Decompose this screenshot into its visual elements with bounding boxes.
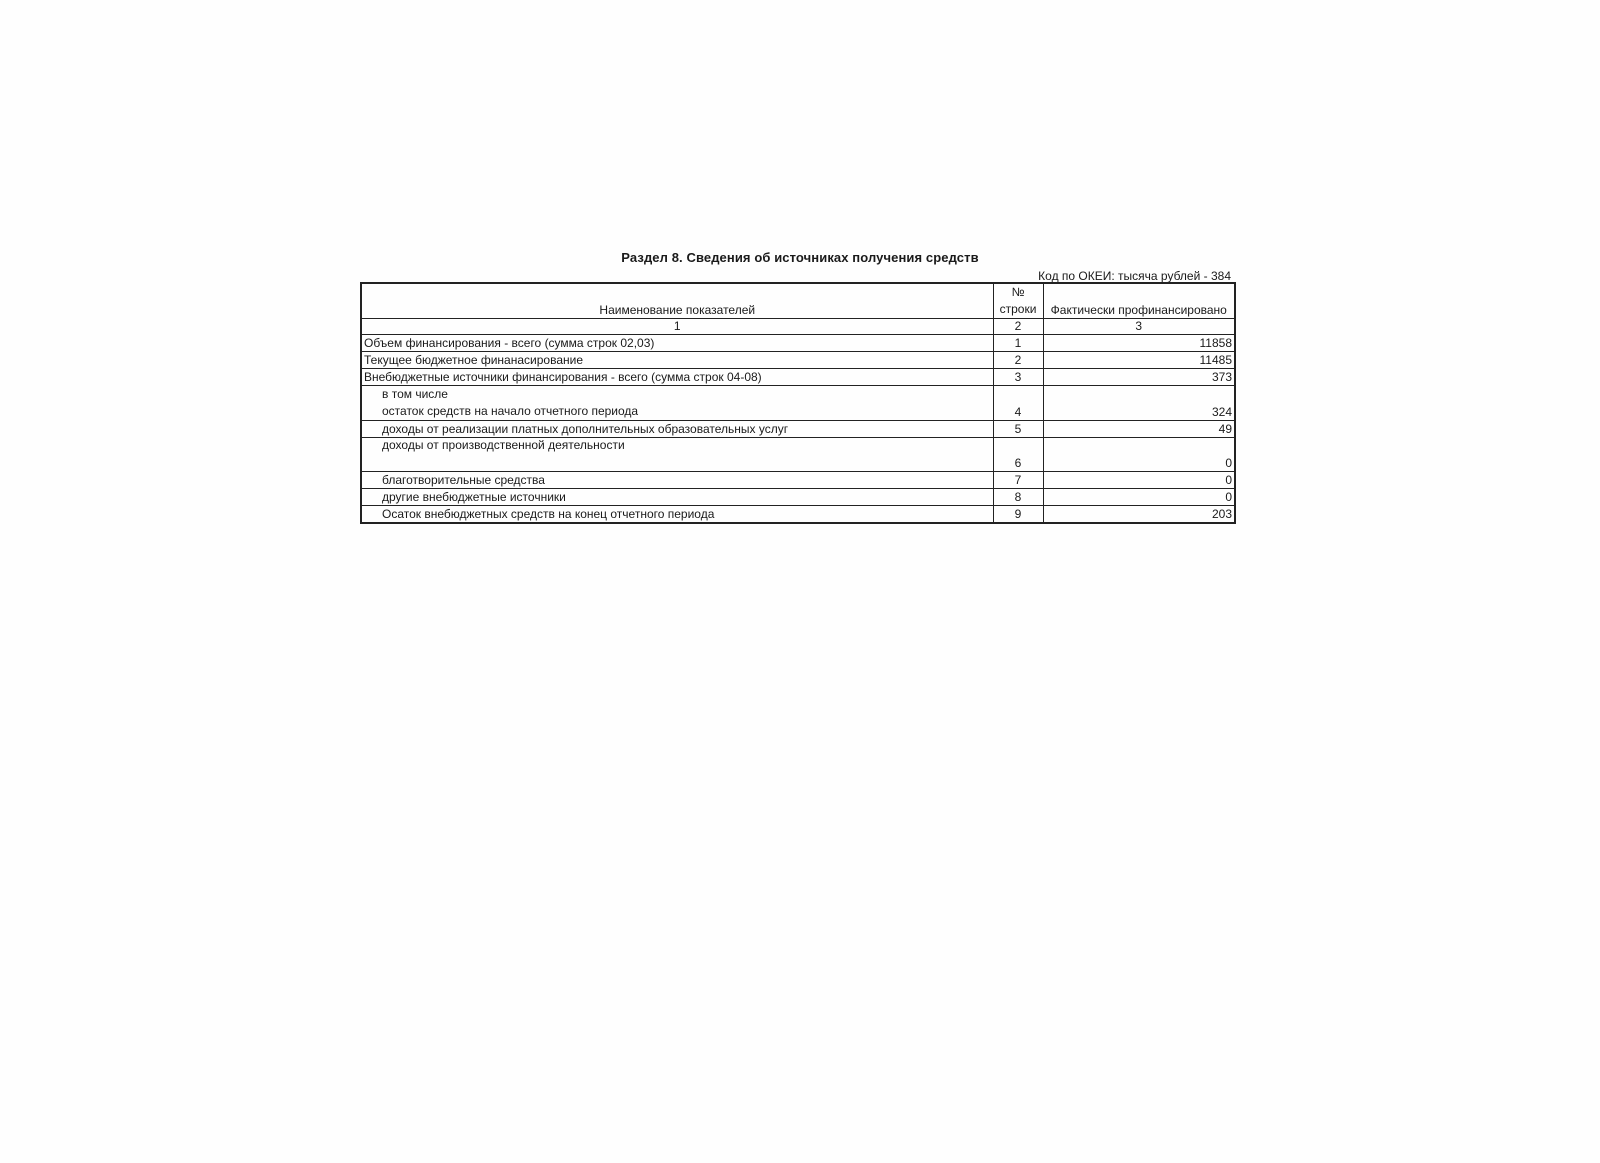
table-row <box>361 438 1235 472</box>
row-value: 0 <box>1043 472 1235 489</box>
row-name-main: остаток средств на начало отчетного периода <box>382 404 639 418</box>
table-row <box>361 335 1235 352</box>
column-number: 2 <box>993 319 1043 335</box>
row-line: 9 <box>993 506 1043 524</box>
row-value: 373 <box>1043 369 1235 386</box>
row-value: 203 <box>1043 506 1235 524</box>
row-line: 4 <box>993 386 1043 421</box>
header-line-no-top: № <box>1011 285 1025 299</box>
row-name: Текущее бюджетное финанасирование <box>361 352 993 369</box>
row-line: 6 <box>993 438 1043 472</box>
header-line-no-bottom: строки <box>999 302 1037 316</box>
table-header-row <box>361 283 1235 319</box>
table-row <box>361 386 1235 421</box>
sources-table <box>360 282 1236 524</box>
table-row <box>361 421 1235 438</box>
row-line: 2 <box>993 352 1043 369</box>
okei-code: Код по ОКЕИ: тысяча рублей - 384 <box>1038 269 1231 283</box>
row-name: Осаток внебюджетных средств на конец отчетного периода <box>361 506 993 524</box>
header-name: Наименование показателей <box>361 283 993 319</box>
table-row <box>361 352 1235 369</box>
table-row <box>361 369 1235 386</box>
row-name <box>361 386 993 421</box>
column-number: 1 <box>361 319 993 335</box>
table-row <box>361 472 1235 489</box>
table-row <box>361 489 1235 506</box>
row-value: 0 <box>1043 489 1235 506</box>
row-name-prefix: в том числе <box>382 387 448 401</box>
row-name: благотворительные средства <box>361 472 993 489</box>
row-line: 7 <box>993 472 1043 489</box>
section-title: Раздел 8. Сведения об источниках получения средств <box>621 250 979 265</box>
row-value: 49 <box>1043 421 1235 438</box>
header-line-no <box>993 283 1043 319</box>
header-funded: Фактически профинансировано <box>1043 283 1235 319</box>
row-name: доходы от производственной деятельности <box>361 438 993 472</box>
row-name: Внебюджетные источники финансирования - всего (сумма строк 04-08) <box>361 369 993 386</box>
row-value: 0 <box>1043 438 1235 472</box>
row-value: 324 <box>1043 386 1235 421</box>
row-value: 11485 <box>1043 352 1235 369</box>
column-number: 3 <box>1043 319 1235 335</box>
row-name: другие внебюджетные источники <box>361 489 993 506</box>
column-number-row <box>361 319 1235 335</box>
row-line: 1 <box>993 335 1043 352</box>
table-row <box>361 506 1235 524</box>
row-line: 3 <box>993 369 1043 386</box>
row-line: 8 <box>993 489 1043 506</box>
row-line: 5 <box>993 421 1043 438</box>
row-name: доходы от реализации платных дополнительных образовательных услуг <box>361 421 993 438</box>
row-value: 11858 <box>1043 335 1235 352</box>
row-name: Объем финансирования - всего (сумма строк 02,03) <box>361 335 993 352</box>
